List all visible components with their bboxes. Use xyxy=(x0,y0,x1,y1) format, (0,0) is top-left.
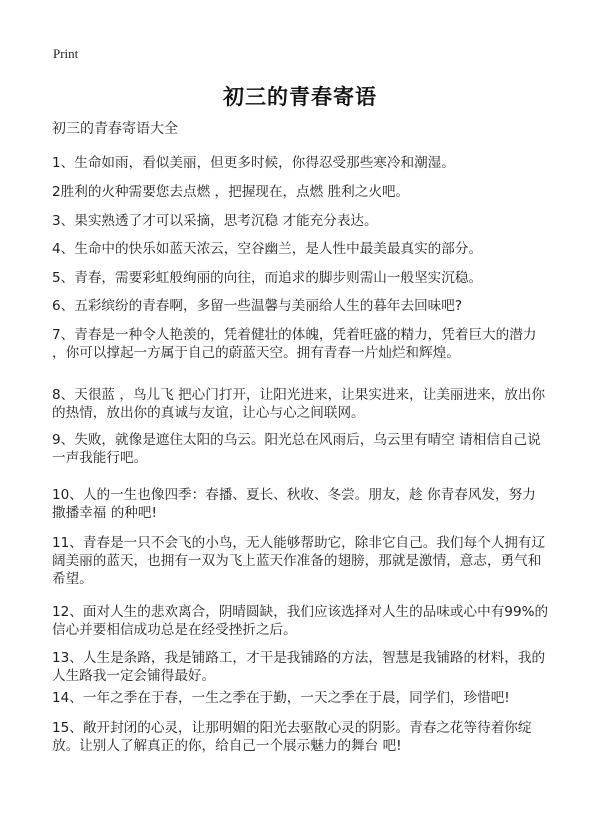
list-item-line: 7、青春是一种令人艳羡的，凭着健壮的体魄，凭着旺盛的精力，凭着巨大的潜力 xyxy=(52,327,537,343)
list-item xyxy=(52,719,552,755)
list-item xyxy=(52,386,552,422)
list-item-line: 15、敞开封闭的心灵，让那明媚的阳光去驱散心灵的阴影。青春之花等待着你绽 xyxy=(52,720,532,736)
list-item-line: 4、生命中的快乐如蓝天浓云，空谷幽兰，是人性中最美最真实的部分。 xyxy=(52,241,483,257)
list-item-line: 希望。 xyxy=(52,571,93,587)
list-item-line: 12、面对人生的悲欢离合，阴晴圆缺，我们应该选择对人生的品味或心中有99%的 xyxy=(52,604,549,620)
list-item-line: 5、青春，需要彩虹般绚丽的向往，而追求的脚步则需山一般坚实沉稳。 xyxy=(52,270,483,286)
list-item-line: 1、生命如雨，看似美丽，但更多时候，你得忍受那些寒冷和潮湿。 xyxy=(52,155,455,171)
list-item xyxy=(52,534,552,588)
list-item-line: 10、人的一生也像四季：春播、夏长、秋收、冬尝。朋友，趁 你青春风发，努力 xyxy=(52,487,536,503)
list-item xyxy=(52,431,552,467)
list-item-line: 9、失败，就像是遮住太阳的乌云。阳光总在风雨后，乌云里有晴空 请相信自己说 xyxy=(52,432,541,448)
list-item-line: 放。让别人了解真正的你，给自己一个展示魅力的舞台 吧! xyxy=(52,738,402,754)
list-item-line: 的热情，放出你的真诚与友谊，让心与心之间联网。 xyxy=(52,405,365,421)
list-item xyxy=(52,269,552,287)
list-item-line: 撒播幸福 的种吧! xyxy=(52,505,157,521)
list-item xyxy=(52,183,552,201)
list-item-line: 信心并要相信成功总是在经受挫折之后。 xyxy=(52,622,297,638)
subtitle: 初三的青春寄语大全 xyxy=(52,121,178,137)
list-item-line: 8、天很蓝 ，鸟儿飞 把心门打开，让阳光进来，让果实进来，让美丽进来，放出你 xyxy=(52,387,546,403)
list-item xyxy=(52,486,552,522)
list-item-line: 6、五彩缤纷的青春啊，多留一些温馨与美丽给人生的暮年去回味吧? xyxy=(52,298,463,314)
list-item xyxy=(52,649,552,685)
list-item-line: 2胜利的火种需要您去点燃 ，把握现在，点燃 胜利之火吧。 xyxy=(52,184,410,200)
list-item-line: 阔美丽的蓝天，也拥有一双为飞上蓝天作准备的翅膀，那就是激情，意志，勇气和 xyxy=(52,553,542,569)
print-link[interactable]: Print xyxy=(53,46,79,61)
page-title: 初三的青春寄语 xyxy=(223,85,377,109)
list-item-line: 一声我能行吧。 xyxy=(52,450,148,466)
list-item xyxy=(52,603,552,639)
list-item-line: 13、人生是条路，我是铺路工，才干是我铺路的方法，智慧是我铺路的材料，我的 xyxy=(52,650,546,666)
list-item-line: 3、果实熟透了才可以采摘，思考沉稳 才能充分表达。 xyxy=(52,213,378,229)
list-item xyxy=(52,154,552,172)
list-item-line: 人生路我一定会铺得最好。 xyxy=(52,668,216,684)
list-item xyxy=(52,240,552,258)
list-item xyxy=(52,326,552,362)
list-item-line: 11、青春是一只不会飞的小鸟，无人能够帮助它，除非它自己。我们每个人拥有辽 xyxy=(52,535,546,551)
list-item xyxy=(52,212,552,230)
list-item xyxy=(52,297,552,315)
list-item xyxy=(52,689,552,707)
list-item-line: ，你可以撑起一方属于自己的蔚蓝天空。拥有青春一片灿烂和辉煌。 xyxy=(52,345,460,361)
list-item-line: 14、一年之季在于春，一生之季在于勤，一天之季在于晨，同学们，珍惜吧! xyxy=(52,690,510,706)
